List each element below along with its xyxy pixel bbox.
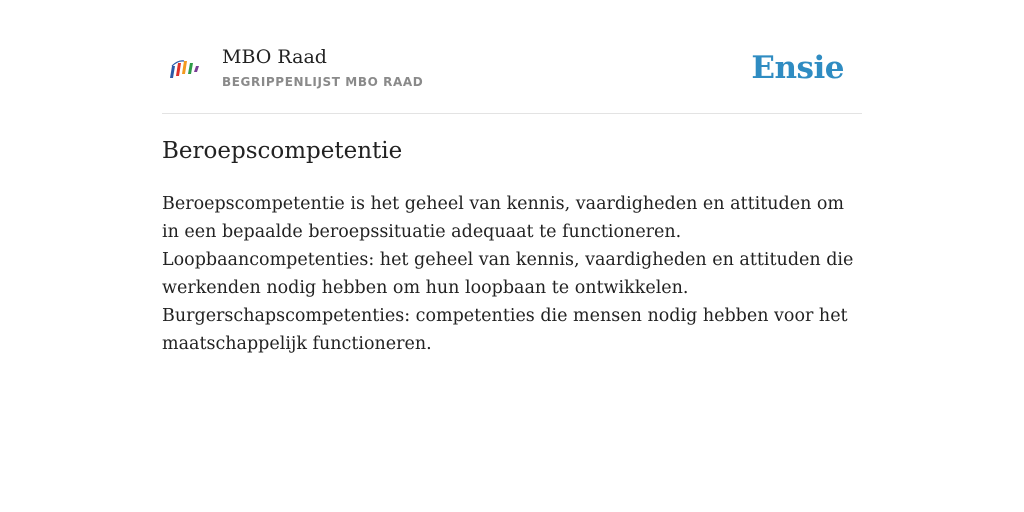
ensie-brand-logo[interactable]: Ensie	[751, 50, 844, 86]
header	[162, 40, 862, 114]
term-title: Beroepscompetentie	[162, 138, 403, 164]
glossary-subtitle[interactable]: BEGRIPPENLIJST MBO RAAD	[222, 75, 424, 89]
term-definition: Beroepscompetentie is het geheel van kennis, vaardigheden en attituden om in een bepaalde beroepssituatie adequaat te functioneren. Loopbaancompetenties: het geheel van kennis, vaardigheden en attituden die werkenden nodig hebben om hun loopbaan te ontwikkelen. Burgerschapscompetenties: competenties die mensen nodig hebben voor het maatschappelijk functioneren.	[162, 194, 854, 354]
mbo-raad-logo-icon	[168, 58, 202, 82]
org-name[interactable]: MBO Raad	[222, 46, 327, 68]
